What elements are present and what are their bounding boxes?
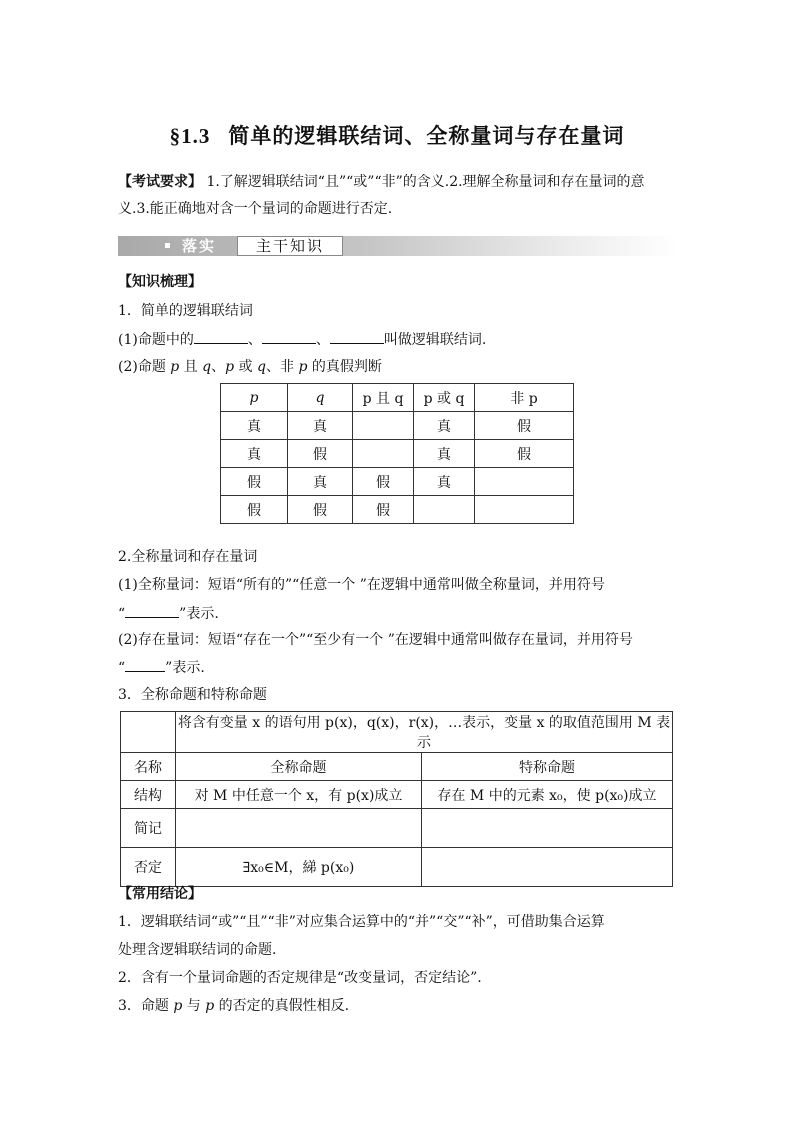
var-p: p [225, 359, 235, 375]
fill-blank[interactable] [330, 329, 384, 344]
table-row [121, 712, 673, 753]
header-cell: p 或 q [414, 384, 475, 412]
text: 、 [315, 332, 330, 348]
conclusion-1-line-1: 1．逻辑联结词“或”“且”“非”对应集合运算中的“并”“交”“补”，可借助集合运算 [118, 914, 605, 930]
table-cell: 假 [221, 468, 288, 496]
existential-quantifier-line-1: (2)存在量词：短语“存在一个”“至少有一个 ”在逻辑中通常叫做存在量词，并用符号 [118, 632, 633, 648]
table-caption-cell: 将含有变量 x 的语句用 p(x)，q(x)，r(x)，…表示，变量 x 的取值范围用 M 表示 [176, 712, 673, 753]
requirements-line-2: 义.3.能正确地对含一个量词的命题进行否定. [118, 201, 393, 217]
table-cell: 真 [414, 440, 475, 468]
text: 、 [211, 359, 226, 375]
table-header-row [221, 384, 574, 412]
truth-judgment-paragraph [118, 357, 678, 377]
banner-label-left: 落实 [182, 237, 217, 255]
table-row [121, 848, 673, 887]
table-cell: 假 [475, 440, 574, 468]
table-cell[interactable] [353, 440, 414, 468]
table-cell: 真 [414, 468, 475, 496]
table-cell: 真 [288, 412, 353, 440]
table-row [221, 496, 574, 524]
table-row [121, 809, 673, 848]
table-cell: 真 [288, 468, 353, 496]
subsection-2-title: 2.全称量词和存在量词 [118, 549, 258, 565]
row-label-cell: 否定 [121, 848, 176, 887]
conclusion-3 [118, 996, 678, 1016]
header-cell: 全称命题 [176, 753, 422, 781]
table-cell: 假 [475, 412, 574, 440]
page-title [0, 120, 794, 150]
conclusion-1-line-2: 处理含逻辑联结词的命题. [118, 942, 277, 958]
header-cell: q [288, 384, 353, 412]
table-row [221, 412, 574, 440]
banner-square-icon [165, 243, 170, 248]
section-banner [118, 236, 678, 256]
text: ”表示. [179, 606, 219, 622]
text: 3．命题 [118, 998, 169, 1014]
table-cell: 假 [353, 496, 414, 524]
knowledge-heading: 【知识梳理】 [118, 274, 202, 290]
fill-blank[interactable] [125, 603, 179, 618]
table-cell [121, 712, 176, 753]
conclusions-heading: 【常用结论】 [118, 886, 202, 902]
fill-blank[interactable] [125, 657, 165, 672]
var-q: q [257, 359, 266, 375]
table-cell[interactable] [475, 496, 574, 524]
table-cell: 假 [353, 468, 414, 496]
table-cell: 存在 M 中的元素 x₀，使 p(x₀)成立 [422, 781, 673, 809]
table-cell: 假 [288, 440, 353, 468]
var-p: p [173, 998, 183, 1014]
table-cell[interactable] [353, 412, 414, 440]
row-label-cell: 结构 [121, 781, 176, 809]
header-cell: p 且 q [353, 384, 414, 412]
table-cell[interactable] [422, 809, 673, 848]
table-row [221, 440, 574, 468]
requirements-tag: 【考试要求】 [118, 174, 202, 190]
text: ”表示. [165, 660, 205, 676]
table-cell: 真 [221, 440, 288, 468]
var-p: p [205, 998, 215, 1014]
universal-quantifier-line-2 [118, 603, 678, 624]
table-cell: 对 M 中任意一个 x，有 p(x)成立 [176, 781, 422, 809]
text: 的否定的真假性相反. [218, 998, 350, 1014]
text: 与 [186, 998, 201, 1014]
table-header-row [121, 753, 673, 781]
subsection-1-title: 1．简单的逻辑联结词 [118, 303, 253, 319]
title-text: 简单的逻辑联结词、全称量词与存在量词 [228, 123, 625, 148]
header-cell: 特称命题 [422, 753, 673, 781]
section-number: §1.3 [169, 124, 211, 148]
text: 且 [183, 359, 198, 375]
universal-quantifier-line-1: (1)全称量词：短语“所有的”“任意一个 ”在逻辑中通常叫做全称量词，并用符号 [118, 577, 605, 593]
header-cell: p [221, 384, 288, 412]
banner-label-right: 主干知识 [237, 236, 343, 256]
var-p: p [170, 359, 180, 375]
fill-blank[interactable] [262, 329, 316, 344]
text: 或 [238, 359, 253, 375]
requirements-line-1 [118, 172, 678, 192]
table-row [221, 468, 574, 496]
existential-quantifier-line-2 [118, 657, 678, 678]
text: (1)命题中的 [118, 332, 194, 348]
table-cell[interactable] [176, 809, 422, 848]
table-cell[interactable] [475, 468, 574, 496]
text: 、非 [265, 359, 294, 375]
text: “ [118, 606, 126, 622]
text: 、 [247, 332, 262, 348]
var-p: p [298, 359, 308, 375]
text: 叫做逻辑联结词. [383, 332, 487, 348]
table-cell: 真 [414, 412, 475, 440]
connectives-paragraph [118, 329, 678, 350]
var-q: q [202, 359, 212, 375]
requirements-text-1: 1.了解逻辑联结词“且”“或”“非”的含义.2.理解全称量词和存在量词的意 [206, 174, 645, 190]
header-cell: 名称 [121, 753, 176, 781]
truth-table [220, 383, 574, 524]
table-cell[interactable] [422, 848, 673, 887]
header-cell: 非 p [475, 384, 574, 412]
table-cell: 假 [221, 496, 288, 524]
text: (2)命题 [118, 359, 166, 375]
conclusion-2: 2．含有一个量词命题的否定规律是“改变量词，否定结论”. [118, 970, 482, 986]
subsection-3-title: 3．全称命题和特称命题 [118, 687, 267, 703]
fill-blank[interactable] [194, 329, 248, 344]
table-cell: ∃x₀∈M，綈 p(x₀) [176, 848, 422, 887]
text: 的真假判断 [311, 359, 382, 375]
table-cell[interactable] [414, 496, 475, 524]
proposition-table [120, 711, 673, 887]
table-cell: 假 [288, 496, 353, 524]
text: “ [118, 660, 126, 676]
table-row [121, 781, 673, 809]
row-label-cell: 简记 [121, 809, 176, 848]
table-cell: 真 [221, 412, 288, 440]
